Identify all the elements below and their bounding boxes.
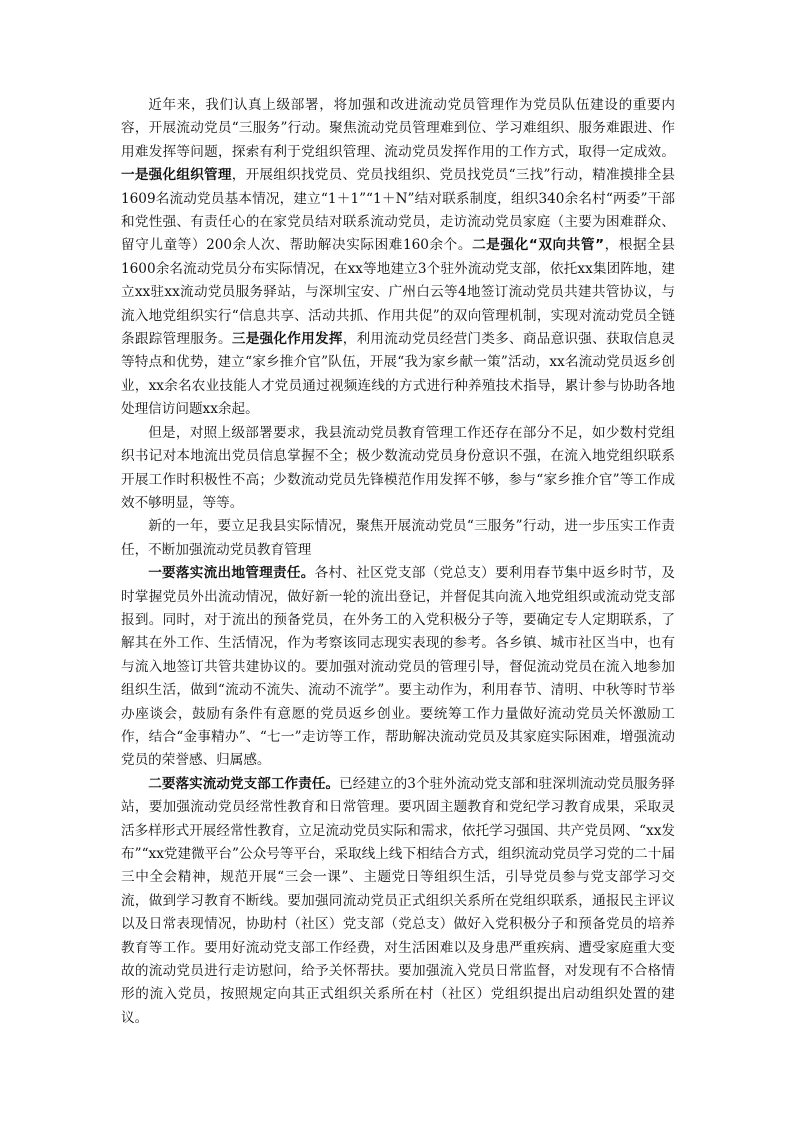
intro-heading-role: 三是强化作用发挥 xyxy=(231,331,343,348)
paragraph-intro xyxy=(121,94,675,422)
outflow-text: 各村、社区党支部（党总支）要利用春节集中返乡时节，及时掌握党员外出流动情况，做好新一轮的流出登记，并督促其向流入地党组织或流动党支部报到。同时，对于流出的预备党员，在外务工的入党积极分子等，要确定专人定期联系，了解其在外工作、生活情况，作为考察该同志现实表现的参考。各乡镇、城市社区当中，也有与流入地签订共管共建协议的。要加强对流动党员的管理引导，督促流动党员在流入地参加组织生活，做到“流动不流失、流动不流学”。要主动作为，利用春节、清明、中秋等时节举办座谈会，鼓励有条件有意愿的党员返乡创业。要统筹工作力量做好流动党员关怀激励工作，结合“金事精办”、“七一”走访等工作，帮助解决流动党员及其家庭实际困难，增强流动党员的荣誉感、归属感。 xyxy=(121,565,676,769)
outflow-heading: 一要落实流出地管理责任。 xyxy=(148,565,315,582)
document-body xyxy=(121,94,675,1030)
branch-text: 已经建立的3个驻外流动党支部和驻深圳流动党员服务驿站，要加强流动党员经常性教育和日常管理。要巩固主题教育和党纪学习教育成果，采取灵活多样形式开展经常性教育，立足流动党员实际和需求，依托学习强国、共产党员网、“xx发布”“xx党建微平台”公众号等平台，采取线上线下相结合方式，组织流动党员学习党的二十届三中全会精神，规范开展“三会一课”、主题党日等组织生活，引导党员参与党支部学习交流，做到学习教育不断线。要加强同流动党员正式组织关系所在党组织联系，通报民主评议以及日常表现情况，协助村（社区）党支部（党总支）做好入党积极分子和预备党员的培养教育等工作。要用好流动党支部工作经费，对生活困难以及身患严重疾病、遭受家庭重大变故的流动党员进行走访慰问，给予关怀帮扶。要加强流入党员日常监督，对发现有不合格情形的流入党员，按照规定向其正式组织关系所在村（社区）党组织提出启动组织处置的建议。 xyxy=(121,775,675,1026)
paragraph-outflow-responsibility xyxy=(121,562,675,773)
new-year-text: 新的一年，要立足我县实际情况，聚焦开展流动党员“三服务”行动，进一步压实工作责任，不断加强流动党员教育管理 xyxy=(121,518,675,558)
shortcomings-text: 但是，对照上级部署要求，我县流动党员教育管理工作还存在部分不足，如少数村党组织书记对本地流出党员信息掌握不全；极少数流动党员身份意识不强，在流入地党组织联系开展工作时积极性不高；少数流动党员先锋模范作用发挥不够，参与“家乡推介官”等工作成效不够明显，等等。 xyxy=(121,424,675,511)
paragraph-shortcomings xyxy=(121,422,675,516)
intro-text-4: ，利用流动党员经营门类多、商品意识强、获取信息灵等特点和优势，建立“家乡推介官”队伍，开展“我为家乡献一策”活动，xx名流动党员返乡创业，xx余名农业技能人才党员通过视频连线的方式进行种养殖技术指导，累计参与协助各地处理信访问题xx余起。 xyxy=(121,331,676,418)
paragraph-new-year xyxy=(121,515,675,562)
intro-text-1: 近年来，我们认真上级部署，将加强和改进流动党员管理作为党员队伍建设的重要内容，开展流动党员“三服务”行动。聚焦流动党员管理难到位、学习难组织、服务难跟进、作用难发挥等问题，探索有利于党组织管理、流动党员发挥作用的工作方式，取得一定成效。 xyxy=(121,97,675,160)
intro-text-2: ，开展组织找党员、党员找组织、党员找党员“三找”行动，精准摸排全县1609名流动党员基本情况，建立“1＋1”“1＋N”结对联系制度，组织340余名村“两委”干部和党性强、有责任心的在家党员结对联系流动党员，走访流动党员家庭（主要为困难群众、留守儿童等）200余人次、帮助解决实际困难160余个。 xyxy=(121,167,676,254)
intro-text-3: ，根据全县1600余名流动党员分布实际情况，在xx等地建立3个驻外流动党支部，依托xx集团阵地，建立xx驻xx流动党员服务驿站，与深圳宝安、广州白云等4地签订流动党员共建共管协议，与流入地党组织实行“信息共享、活动共抓、作用共促”的双向管理机制，实现对流动党员全链条跟踪管理服务。 xyxy=(121,237,675,348)
branch-heading: 二要落实流动党支部工作责任。 xyxy=(148,775,340,792)
intro-heading-organization: 一是强化组织管理 xyxy=(121,167,232,184)
intro-heading-joint-management: 二是强化“双向共管” xyxy=(472,237,605,254)
paragraph-branch-responsibility xyxy=(121,773,675,1030)
